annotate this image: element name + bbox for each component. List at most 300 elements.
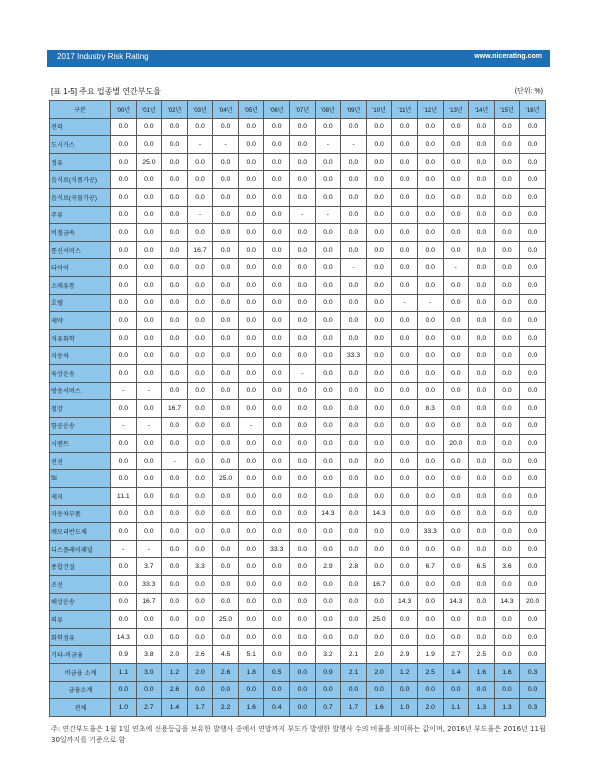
rate-cell: -	[238, 417, 264, 435]
rate-cell: 0.0	[341, 523, 367, 541]
rate-cell: 0.0	[136, 188, 162, 206]
rate-cell: 0.0	[238, 347, 264, 365]
rate-cell: 0.0	[136, 276, 162, 294]
rate-cell: 0.0	[366, 188, 392, 206]
rate-cell: 25.0	[366, 611, 392, 629]
rate-cell: 0.0	[469, 171, 495, 189]
rate-cell: 0.0	[417, 188, 443, 206]
rate-cell: 0.0	[162, 153, 188, 171]
table-row	[50, 347, 546, 365]
rate-cell: 0.0	[443, 505, 469, 523]
rate-cell: 0.0	[315, 276, 341, 294]
year-header: '09년	[341, 101, 367, 119]
rate-cell: 0.0	[238, 488, 264, 506]
rate-cell: 0.0	[264, 118, 290, 136]
rate-cell: 0.0	[443, 206, 469, 224]
rate-cell: 2.0	[162, 646, 188, 664]
rate-cell: 0.0	[238, 470, 264, 488]
table-row	[50, 153, 546, 171]
rate-cell: 0.0	[392, 136, 418, 154]
industry-label: 비철금속	[50, 224, 111, 242]
rate-cell: 0.0	[520, 224, 546, 242]
rate-cell: 0.0	[315, 523, 341, 541]
rate-cell: 0.0	[111, 171, 137, 189]
rate-cell: 0.0	[417, 312, 443, 330]
rate-cell: 1.4	[162, 699, 188, 717]
rate-cell: -	[111, 540, 137, 558]
rate-cell: 0.0	[494, 382, 520, 400]
rate-cell: 0.0	[494, 681, 520, 699]
rate-cell: 0.0	[213, 540, 239, 558]
rate-cell: 0.0	[162, 206, 188, 224]
rate-cell: 8.3	[417, 400, 443, 418]
rate-cell: 0.0	[494, 417, 520, 435]
rate-cell: 0.0	[520, 505, 546, 523]
rate-cell: 0.0	[366, 540, 392, 558]
rate-cell: 0.0	[290, 400, 316, 418]
rate-cell: 0.0	[443, 400, 469, 418]
subtotal-row	[50, 681, 546, 699]
rate-cell: 0.0	[392, 505, 418, 523]
rate-cell: 0.0	[136, 118, 162, 136]
rate-cell: 0.0	[111, 470, 137, 488]
rate-cell: 0.0	[366, 523, 392, 541]
rate-cell: 0.0	[162, 118, 188, 136]
rate-cell: 0.0	[213, 523, 239, 541]
rate-cell: 0.0	[238, 611, 264, 629]
year-header: '06년	[264, 101, 290, 119]
rate-cell: 2.0	[417, 699, 443, 717]
rate-cell: 25.0	[213, 611, 239, 629]
rate-cell: 1.6	[494, 664, 520, 682]
rate-cell: 0.0	[238, 241, 264, 259]
rate-cell: 0.0	[520, 400, 546, 418]
rate-cell: 0.0	[290, 593, 316, 611]
rate-cell: 0.0	[341, 276, 367, 294]
rate-cell: 0.0	[443, 488, 469, 506]
rate-cell: 0.0	[238, 188, 264, 206]
rate-cell: 11.1	[111, 488, 137, 506]
industry-label: 자동차	[50, 347, 111, 365]
rate-cell: 0.0	[213, 382, 239, 400]
rate-cell: 0.0	[187, 452, 213, 470]
website-url: www.nicerating.com	[474, 53, 542, 60]
table-row	[50, 470, 546, 488]
rate-cell: 16.7	[187, 241, 213, 259]
default-rate-table	[49, 100, 546, 717]
rate-cell: 0.0	[238, 206, 264, 224]
rate-cell: 0.0	[366, 681, 392, 699]
rate-cell: 0.0	[264, 523, 290, 541]
rate-cell: 0.0	[136, 364, 162, 382]
rate-cell: 0.0	[341, 312, 367, 330]
rate-cell: 0.0	[494, 505, 520, 523]
rate-cell: 0.0	[494, 329, 520, 347]
rate-cell: 0.0	[290, 470, 316, 488]
rate-cell: 0.0	[187, 347, 213, 365]
rate-cell: 0.0	[213, 593, 239, 611]
rate-cell: 0.0	[264, 488, 290, 506]
rate-cell: 0.0	[366, 593, 392, 611]
rate-cell: 0.0	[520, 171, 546, 189]
rate-cell: 0.0	[443, 558, 469, 576]
table-row	[50, 435, 546, 453]
rate-cell: 0.0	[264, 435, 290, 453]
rate-cell: 0.0	[469, 435, 495, 453]
rate-cell: 0.0	[162, 347, 188, 365]
table-caption: [표 1-5] 주요 업종별 연간부도율	[51, 87, 161, 96]
rate-cell: 6.5	[469, 558, 495, 576]
rate-cell: 0.0	[111, 611, 137, 629]
rate-cell: 16.7	[366, 576, 392, 594]
rate-cell: 0.0	[136, 452, 162, 470]
industry-label: 전력	[50, 118, 111, 136]
rate-cell: 0.0	[136, 206, 162, 224]
rate-cell: 0.0	[136, 611, 162, 629]
rate-cell: 20.0	[520, 593, 546, 611]
rate-cell: 0.0	[264, 153, 290, 171]
rate-cell: 14.3	[494, 593, 520, 611]
rate-cell: 16.7	[136, 593, 162, 611]
rate-cell: 0.0	[264, 224, 290, 242]
rate-cell: 0.0	[443, 611, 469, 629]
rate-cell: 0.3	[520, 664, 546, 682]
rate-cell: 0.0	[136, 241, 162, 259]
rate-cell: 0.0	[315, 628, 341, 646]
rate-cell: 0.0	[187, 294, 213, 312]
rate-cell: 0.0	[494, 224, 520, 242]
rate-cell: 0.0	[417, 329, 443, 347]
industry-label: 방송서비스	[50, 382, 111, 400]
rate-cell: 0.0	[111, 558, 137, 576]
rate-cell: 1.2	[162, 664, 188, 682]
rate-cell: 0.0	[392, 118, 418, 136]
rate-cell: 0.0	[213, 681, 239, 699]
rate-cell: 0.0	[494, 488, 520, 506]
rate-cell: 0.0	[520, 347, 546, 365]
rate-cell: 0.0	[264, 681, 290, 699]
table-row	[50, 523, 546, 541]
rate-cell: 0.0	[417, 171, 443, 189]
rate-cell: 0.0	[162, 435, 188, 453]
table-row	[50, 259, 546, 277]
rate-cell: 0.0	[494, 523, 520, 541]
rate-cell: 0.0	[341, 540, 367, 558]
rate-cell: 0.0	[111, 312, 137, 330]
table-row	[50, 593, 546, 611]
rate-cell: 0.0	[341, 628, 367, 646]
rate-cell: 0.0	[162, 241, 188, 259]
rate-cell: 1.6	[366, 699, 392, 717]
rate-cell: 0.0	[392, 523, 418, 541]
rate-cell: 2.8	[341, 558, 367, 576]
rate-cell: 0.0	[392, 241, 418, 259]
rate-cell: 0.0	[290, 153, 316, 171]
rate-cell: -	[136, 540, 162, 558]
rate-cell: 0.0	[238, 329, 264, 347]
rate-cell: 0.0	[213, 452, 239, 470]
rate-cell: 1.3	[494, 699, 520, 717]
rate-cell: 0.0	[162, 611, 188, 629]
rate-cell: 0.0	[443, 329, 469, 347]
rate-cell: 0.0	[392, 171, 418, 189]
rate-cell: 0.0	[520, 470, 546, 488]
rate-cell: 0.0	[315, 382, 341, 400]
rate-cell: 0.0	[238, 276, 264, 294]
rate-cell: 0.0	[520, 540, 546, 558]
rate-cell: 0.0	[520, 153, 546, 171]
rate-cell: 0.0	[417, 382, 443, 400]
year-header: '04년	[213, 101, 239, 119]
rate-cell: 0.0	[264, 329, 290, 347]
rate-cell: 0.0	[392, 312, 418, 330]
rate-cell: -	[187, 206, 213, 224]
rate-cell: 16.7	[162, 400, 188, 418]
rate-cell: 0.7	[315, 699, 341, 717]
table-row	[50, 488, 546, 506]
rate-cell: 0.0	[392, 628, 418, 646]
rate-cell: 0.0	[443, 153, 469, 171]
rate-cell: 0.0	[290, 488, 316, 506]
rate-cell: 0.0	[290, 558, 316, 576]
rate-cell: 0.0	[264, 276, 290, 294]
rate-cell: 0.0	[443, 224, 469, 242]
rate-cell: 0.0	[520, 452, 546, 470]
rate-cell: 0.0	[264, 505, 290, 523]
rate-cell: 0.0	[213, 276, 239, 294]
rate-cell: 0.0	[213, 188, 239, 206]
rate-cell: 0.0	[341, 505, 367, 523]
rate-cell: 0.0	[187, 364, 213, 382]
rate-cell: 0.0	[392, 153, 418, 171]
rate-cell: 0.0	[392, 417, 418, 435]
year-header: '05년	[238, 101, 264, 119]
rate-cell: 0.3	[520, 699, 546, 717]
rate-cell: 3.8	[136, 646, 162, 664]
industry-label: 석유화학	[50, 329, 111, 347]
industry-label: 통신서비스	[50, 241, 111, 259]
rate-cell: 33.3	[417, 523, 443, 541]
rate-cell: 0.0	[469, 540, 495, 558]
rate-cell: 0.0	[341, 488, 367, 506]
rate-cell: 0.0	[392, 276, 418, 294]
rate-cell: 0.0	[443, 136, 469, 154]
rate-cell: 0.0	[162, 294, 188, 312]
rate-cell: 0.0	[469, 611, 495, 629]
rate-cell: 0.0	[111, 294, 137, 312]
industry-label: 의류	[50, 611, 111, 629]
rate-cell: 0.0	[520, 241, 546, 259]
rate-cell: 0.0	[469, 628, 495, 646]
rate-cell: 0.0	[417, 118, 443, 136]
rate-cell: 0.0	[290, 329, 316, 347]
rate-cell: 0.0	[520, 329, 546, 347]
rate-cell: 0.0	[417, 435, 443, 453]
rate-cell: 0.0	[520, 382, 546, 400]
rate-cell: 0.0	[494, 294, 520, 312]
rate-cell: 0.0	[238, 435, 264, 453]
rate-cell: 0.0	[366, 329, 392, 347]
industry-label: 디스플레이패널	[50, 540, 111, 558]
rate-cell: 0.0	[341, 241, 367, 259]
rate-cell: 0.0	[494, 312, 520, 330]
industry-label: 자동차부품	[50, 505, 111, 523]
rate-cell: 0.0	[290, 241, 316, 259]
rate-cell: 0.0	[136, 523, 162, 541]
rate-cell: 0.0	[187, 188, 213, 206]
rate-cell: 0.0	[494, 206, 520, 224]
rate-cell: 14.3	[392, 593, 418, 611]
rate-cell: 0.0	[264, 470, 290, 488]
rate-cell: 0.0	[213, 312, 239, 330]
rate-cell: 0.0	[366, 241, 392, 259]
rate-cell: 5.1	[238, 646, 264, 664]
rate-cell: 0.0	[443, 523, 469, 541]
rate-cell: 0.0	[443, 470, 469, 488]
industry-label: 항공운송	[50, 417, 111, 435]
rate-cell: 0.0	[315, 488, 341, 506]
rate-cell: 0.0	[520, 312, 546, 330]
rate-cell: 0.0	[136, 435, 162, 453]
rate-cell: 0.0	[290, 276, 316, 294]
rate-cell: -	[187, 136, 213, 154]
rate-cell: 0.0	[443, 576, 469, 594]
subtotal-row	[50, 664, 546, 682]
industry-label: 제지	[50, 488, 111, 506]
rate-cell: -	[290, 364, 316, 382]
rate-cell: 0.0	[162, 558, 188, 576]
rate-cell: 1.0	[392, 699, 418, 717]
rate-cell: 0.0	[315, 593, 341, 611]
rate-cell: 0.0	[290, 259, 316, 277]
rate-cell: 0.0	[187, 435, 213, 453]
rate-cell: 0.0	[162, 224, 188, 242]
rate-cell: 0.0	[315, 470, 341, 488]
rate-cell: 0.0	[213, 435, 239, 453]
rate-cell: 0.0	[111, 681, 137, 699]
rate-cell: 0.0	[443, 628, 469, 646]
rate-cell: 0.0	[392, 611, 418, 629]
rate-cell: 3.6	[494, 558, 520, 576]
rate-cell: 0.0	[111, 224, 137, 242]
rate-cell: 0.0	[162, 628, 188, 646]
year-header: '08년	[315, 101, 341, 119]
industry-label: 메모리반도체	[50, 523, 111, 541]
rate-cell: 0.0	[162, 505, 188, 523]
corner-header: 구분	[50, 101, 111, 119]
rate-cell: 0.0	[520, 259, 546, 277]
rate-cell: 0.0	[264, 558, 290, 576]
rate-cell: 0.0	[443, 347, 469, 365]
rate-cell: 0.0	[290, 417, 316, 435]
subtotal-row	[50, 699, 546, 717]
rate-cell: 0.0	[315, 611, 341, 629]
table-row	[50, 452, 546, 470]
rate-cell: 0.0	[520, 136, 546, 154]
rate-cell: 0.0	[290, 188, 316, 206]
table-row	[50, 171, 546, 189]
rate-cell: 0.0	[469, 400, 495, 418]
rate-cell: -	[111, 382, 137, 400]
rate-cell: 0.0	[290, 664, 316, 682]
year-header: '12년	[417, 101, 443, 119]
table-header-row	[50, 101, 546, 119]
rate-cell: 0.0	[417, 452, 443, 470]
rate-cell: 0.0	[417, 593, 443, 611]
rate-cell: 0.0	[494, 646, 520, 664]
rate-cell: 0.0	[264, 241, 290, 259]
rate-cell: 0.0	[469, 294, 495, 312]
table-row	[50, 417, 546, 435]
rate-cell: 0.0	[341, 400, 367, 418]
rate-cell: 0.0	[520, 417, 546, 435]
rate-cell: 0.0	[162, 312, 188, 330]
rate-cell: 1.2	[392, 664, 418, 682]
year-header: '14년	[469, 101, 495, 119]
rate-cell: 0.0	[494, 347, 520, 365]
rate-cell: 3.0	[136, 664, 162, 682]
rate-cell: 0.0	[341, 153, 367, 171]
rate-cell: 0.0	[136, 400, 162, 418]
rate-cell: 0.0	[264, 417, 290, 435]
rate-cell: 0.0	[443, 171, 469, 189]
industry-label: 도시가스	[50, 136, 111, 154]
rate-cell: 14.3	[443, 593, 469, 611]
year-header: '10년	[366, 101, 392, 119]
year-header: '15년	[494, 101, 520, 119]
rate-cell: 0.0	[290, 347, 316, 365]
table-row	[50, 206, 546, 224]
rate-cell: -	[315, 206, 341, 224]
rate-cell: 0.0	[520, 646, 546, 664]
rate-cell: 0.0	[469, 118, 495, 136]
rate-cell: 0.0	[187, 171, 213, 189]
rate-cell: 0.0	[290, 681, 316, 699]
rate-cell: 0.0	[341, 417, 367, 435]
rate-cell: 0.0	[264, 611, 290, 629]
rate-cell: 0.0	[238, 312, 264, 330]
rate-cell: 0.0	[187, 540, 213, 558]
rate-cell: 1.1	[443, 699, 469, 717]
industry-label: 주류	[50, 206, 111, 224]
rate-cell: 25.0	[136, 153, 162, 171]
rate-cell: 0.0	[392, 488, 418, 506]
rate-cell: 0.0	[238, 593, 264, 611]
rate-cell: 0.0	[341, 470, 367, 488]
rate-cell: 0.0	[494, 171, 520, 189]
rate-cell: 0.0	[469, 276, 495, 294]
industry-label: 호텔	[50, 294, 111, 312]
rate-cell: 0.0	[111, 452, 137, 470]
rate-cell: 2.1	[341, 646, 367, 664]
rate-cell: 0.0	[469, 329, 495, 347]
rate-cell: 0.0	[290, 435, 316, 453]
rate-cell: 0.0	[187, 118, 213, 136]
rate-cell: 0.0	[469, 417, 495, 435]
rate-cell: 0.0	[417, 505, 443, 523]
rate-cell: 2.2	[213, 699, 239, 717]
rate-cell: 0.0	[520, 628, 546, 646]
rate-cell: 2.0	[366, 664, 392, 682]
rate-cell: 0.0	[520, 488, 546, 506]
report-header-banner	[47, 50, 550, 67]
rate-cell: 0.0	[315, 452, 341, 470]
rate-cell: 0.0	[290, 294, 316, 312]
rate-cell: 0.0	[238, 259, 264, 277]
rate-cell: 2.9	[315, 558, 341, 576]
rate-cell: 0.0	[469, 224, 495, 242]
rate-cell: 0.0	[315, 118, 341, 136]
